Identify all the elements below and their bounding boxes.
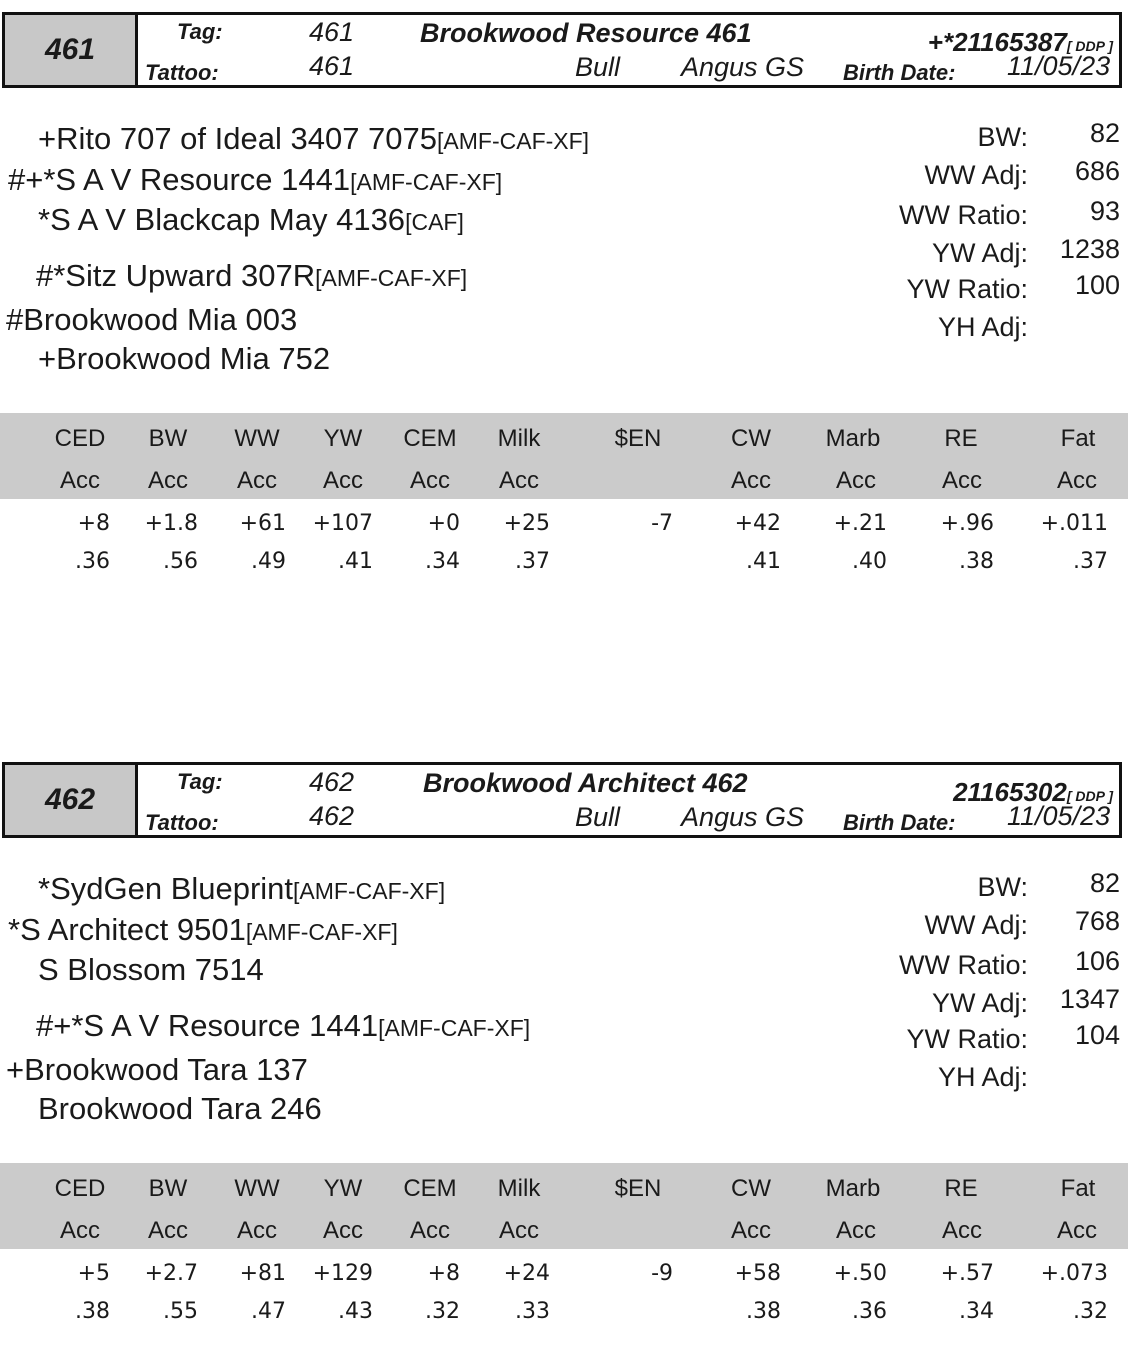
epd-value-milk: +25 [503,511,550,536]
pedigree-sire-sire: +Rito 707 of Ideal 3407 7075[AMF-CAF-XF] [38,121,590,156]
epd-header-marb: Marb [825,1175,881,1202]
epd-value-marb: +.50 [833,1261,887,1286]
epd-acc-cw: .41 [746,549,781,574]
yw-adj-label: YW Adj: [931,238,1028,268]
epd-header-milk: Milk [497,1175,541,1202]
epd-value-fat: +.073 [1040,1261,1108,1286]
epd-header-fat: Fat [1060,425,1096,452]
tag-value: 462 [309,767,355,797]
epd-header-band [0,1163,1128,1249]
epd-value-cw: +42 [734,511,781,536]
epd-header-yw: YW [323,1175,363,1202]
epd-acc-cem: .34 [425,549,460,574]
epd-value-ww: +81 [239,1261,286,1286]
pedigree-dam-sire: #*Sitz Upward 307R[AMF-CAF-XF] [36,258,468,293]
tag-label: Tag: [177,769,223,794]
animal-name: Brookwood Architect 462 [423,768,748,798]
birth-date-value: 11/05/23 [1007,801,1111,831]
epd-acc-label: Acc [147,1217,188,1244]
epd-value-cem: +0 [427,511,460,536]
bw-value: 82 [1089,868,1120,898]
lot-number: 462 [5,765,138,835]
epd-header-cem: CEM [403,425,457,452]
pedigree-sire: *S Architect 9501[AMF-CAF-XF] [8,912,398,947]
yh-adj-label: YH Adj: [937,312,1028,342]
registration-number: 21165302[ DDP ] [953,777,1113,807]
yw-adj-value: 1347 [1059,984,1120,1014]
lot-header [2,12,1122,88]
pedigree-dam-dam: Brookwood Tara 246 [38,1091,322,1126]
ww-ratio-value: 106 [1074,946,1120,976]
lot-card-461 [0,0,1128,620]
yh-adj-label: YH Adj: [937,1062,1028,1092]
tag-label: Tag: [177,19,223,44]
epd-value-milk: +24 [503,1261,550,1286]
pedigree-sire: #+*S A V Resource 1441[AMF-CAF-XF] [8,162,503,197]
epd-acc-label: Acc [941,467,982,494]
tag-value: 461 [309,17,355,47]
birth-date-label: Birth Date: [843,810,956,835]
epd-value-ww: +61 [239,511,286,536]
sex-value: Bull [575,52,621,82]
epd-header-re: RE [944,1175,978,1202]
epd-header-ww: WW [234,1175,280,1202]
epd-acc-fat: .37 [1073,549,1108,574]
epd-acc-milk: .37 [515,549,550,574]
epd-acc-label: Acc [498,467,539,494]
ww-adj-label: WW Adj: [924,160,1028,190]
epd-header-milk: Milk [497,425,541,452]
tattoo-label: Tattoo: [145,810,219,835]
yw-ratio-label: YW Ratio: [906,1024,1028,1054]
epd-acc-ww: .47 [251,1299,286,1324]
yw-adj-label: YW Adj: [931,988,1028,1018]
epd-header-ww: WW [234,425,280,452]
ww-ratio-label: WW Ratio: [898,950,1028,980]
epd-acc-fat: .32 [1073,1299,1108,1324]
animal-name: Brookwood Resource 461 [420,18,752,48]
bw-label: BW: [977,872,1028,902]
epd-header-bw: BW [148,425,188,452]
yw-ratio-label: YW Ratio: [906,274,1028,304]
breed-value: Angus GS [681,52,805,82]
epd-value-ced: +5 [77,1261,110,1286]
ww-adj-label: WW Adj: [924,910,1028,940]
epd-header-en: $EN [614,1175,662,1202]
epd-value-marb: +.21 [833,511,887,536]
epd-acc-label: Acc [835,1217,876,1244]
epd-acc-label: Acc [730,1217,771,1244]
epd-acc-label: Acc [59,1217,100,1244]
epd-acc-yw: .43 [338,1299,373,1324]
epd-value-en: -7 [651,511,673,536]
epd-acc-marb: .40 [852,549,887,574]
ww-adj-value: 686 [1074,156,1120,186]
epd-acc-bw: .55 [163,1299,198,1324]
pedigree-sire-sire: *SydGen Blueprint[AMF-CAF-XF] [38,871,446,906]
ww-adj-value: 768 [1074,906,1120,936]
epd-acc-label: Acc [322,1217,363,1244]
epd-value-ced: +8 [77,511,110,536]
epd-value-bw: +1.8 [144,511,198,536]
epd-acc-label: Acc [498,1217,539,1244]
pedigree-dam-sire: #+*S A V Resource 1441[AMF-CAF-XF] [36,1008,531,1043]
pedigree-dam-dam: +Brookwood Mia 752 [38,341,331,376]
epd-header-cw: CW [731,425,771,452]
sex-value: Bull [575,802,621,832]
epd-acc-label: Acc [236,1217,277,1244]
epd-acc-ced: .36 [75,549,110,574]
registration-number: +*21165387[ DDP ] [927,27,1113,57]
epd-acc-label: Acc [1056,1217,1097,1244]
epd-acc-label: Acc [941,1217,982,1244]
epd-acc-bw: .56 [163,549,198,574]
epd-header-cw: CW [731,1175,771,1202]
epd-header-ced: CED [54,425,106,452]
pedigree-sire-dam: S Blossom 7514 [38,952,264,987]
epd-acc-cem: .32 [425,1299,460,1324]
epd-acc-label: Acc [409,1217,450,1244]
epd-header-marb: Marb [825,425,881,452]
pedigree-dam: +Brookwood Tara 137 [6,1052,308,1087]
epd-value-re: +.96 [940,511,994,536]
tattoo-value: 462 [309,801,355,831]
yw-ratio-value: 100 [1074,270,1120,300]
epd-value-cem: +8 [427,1261,460,1286]
bw-label: BW: [977,122,1028,152]
epd-header-bw: BW [148,1175,188,1202]
epd-header-fat: Fat [1060,1175,1096,1202]
lot-card-462 [0,750,1128,1370]
birth-date-label: Birth Date: [843,60,956,85]
epd-header-ced: CED [54,1175,106,1202]
epd-value-fat: +.011 [1040,511,1108,536]
epd-acc-label: Acc [835,467,876,494]
tattoo-value: 461 [309,51,355,81]
epd-acc-label: Acc [147,467,188,494]
epd-acc-re: .34 [959,1299,994,1324]
yw-adj-value: 1238 [1059,234,1120,264]
epd-value-bw: +2.7 [144,1261,198,1286]
epd-acc-label: Acc [409,467,450,494]
epd-header-band [0,413,1128,499]
epd-acc-re: .38 [959,549,994,574]
epd-header-cem: CEM [403,1175,457,1202]
epd-header-en: $EN [614,425,662,452]
epd-acc-marb: .36 [852,1299,887,1324]
breed-value: Angus GS [681,802,805,832]
ww-ratio-value: 93 [1089,196,1120,226]
yw-ratio-value: 104 [1074,1020,1120,1050]
epd-value-re: +.57 [940,1261,994,1286]
epd-value-en: -9 [651,1261,673,1286]
epd-acc-label: Acc [1056,467,1097,494]
ww-ratio-label: WW Ratio: [898,200,1028,230]
pedigree-sire-dam: *S A V Blackcap May 4136[CAF] [38,202,464,237]
bw-value: 82 [1089,118,1120,148]
epd-acc-yw: .41 [338,549,373,574]
epd-acc-ced: .38 [75,1299,110,1324]
epd-acc-cw: .38 [746,1299,781,1324]
epd-acc-label: Acc [236,467,277,494]
lot-number: 461 [5,15,138,85]
epd-acc-milk: .33 [515,1299,550,1324]
epd-value-cw: +58 [734,1261,781,1286]
epd-header-re: RE [944,425,978,452]
epd-acc-label: Acc [322,467,363,494]
tattoo-label: Tattoo: [145,60,219,85]
epd-acc-ww: .49 [251,549,286,574]
epd-header-yw: YW [323,425,363,452]
epd-acc-label: Acc [730,467,771,494]
lot-header [2,762,1122,838]
birth-date-value: 11/05/23 [1007,51,1111,81]
epd-acc-label: Acc [59,467,100,494]
epd-value-yw: +107 [312,511,373,536]
epd-value-yw: +129 [312,1261,373,1286]
pedigree-dam: #Brookwood Mia 003 [6,302,298,337]
